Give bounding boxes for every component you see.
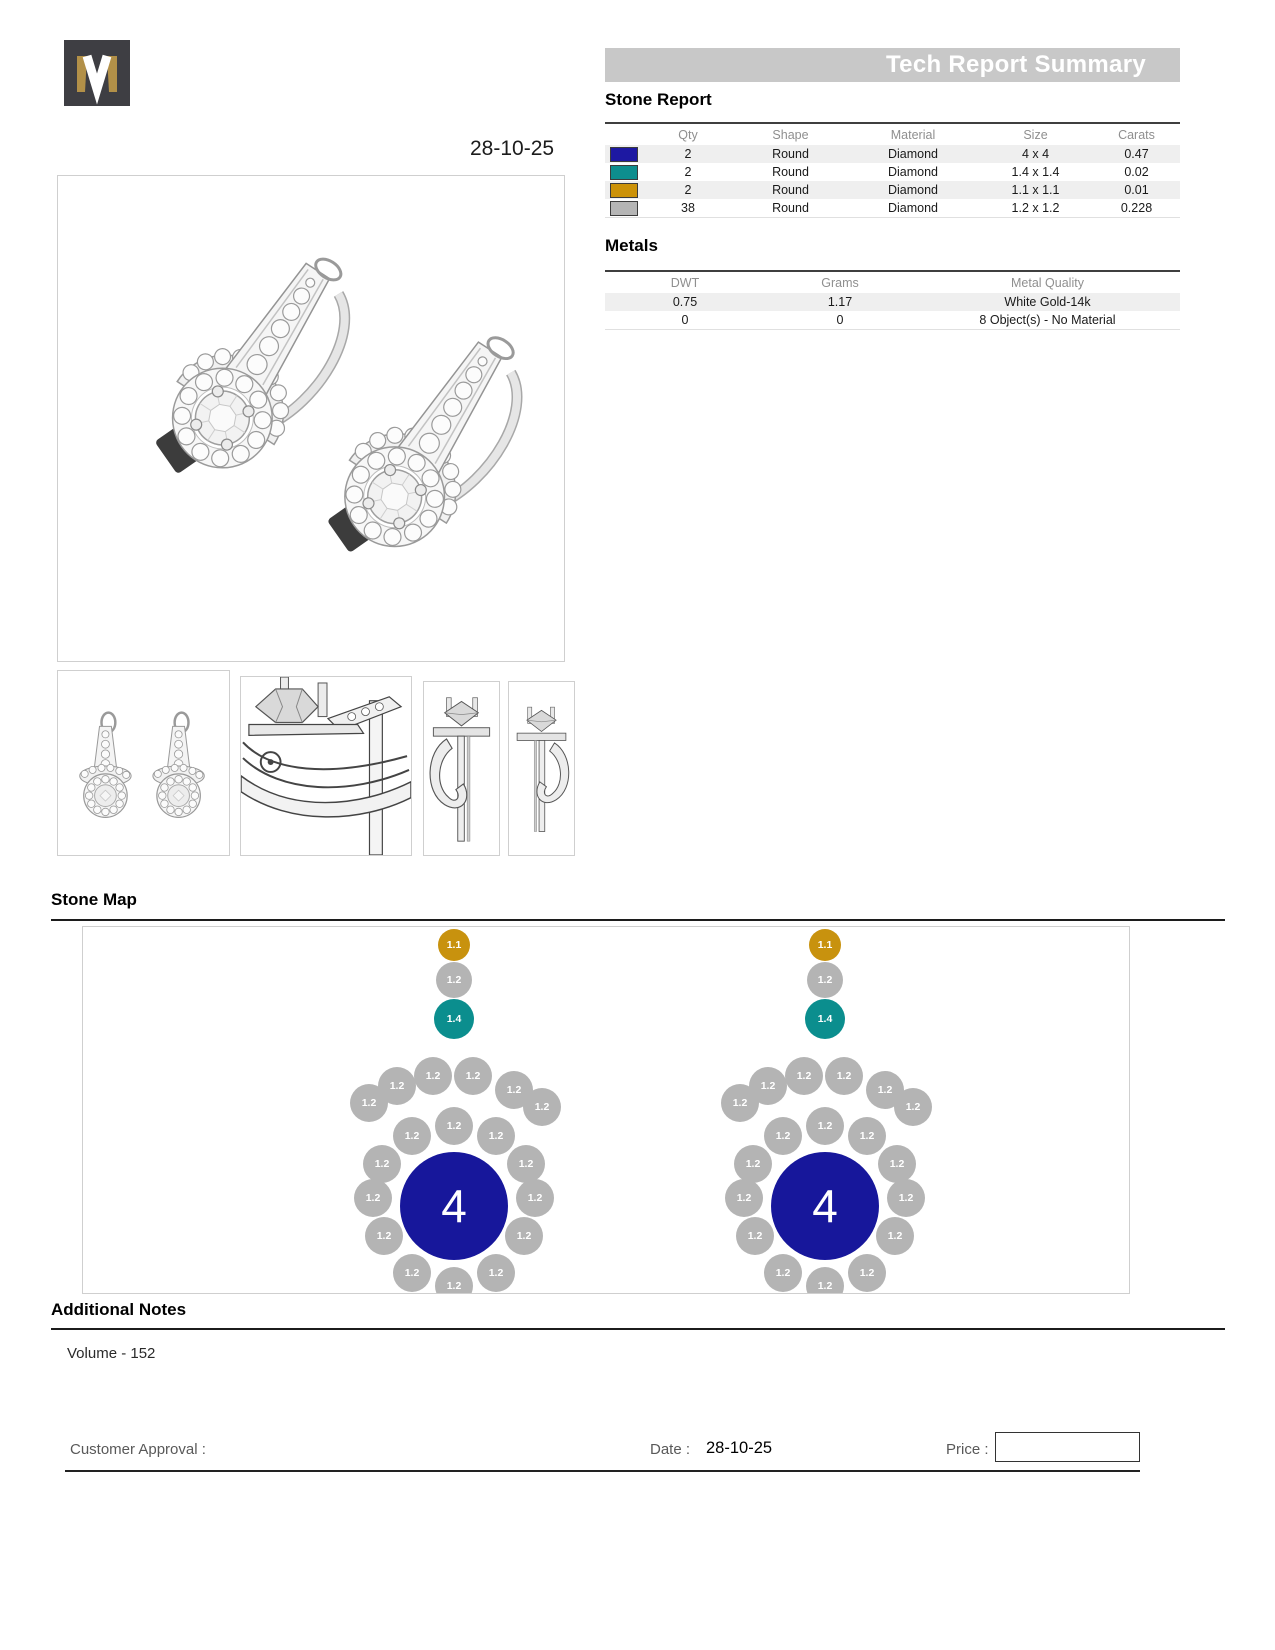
stone-map-stone: 1.2 (378, 1067, 416, 1105)
stone-map-stone: 1.2 (806, 1107, 844, 1145)
earrings-render (58, 176, 564, 661)
stone-map-stone: 1.2 (477, 1117, 515, 1155)
stone-report-heading: Stone Report (605, 90, 712, 109)
stone-map-stone: 1.2 (363, 1145, 401, 1183)
metal-grams: 1.17 (827, 295, 853, 309)
logo-m-icon (64, 40, 130, 106)
stone-map-stone: 1.2 (507, 1145, 545, 1183)
volume-note: Volume - 152 (67, 1345, 156, 1362)
stone-shape: Round (772, 165, 809, 179)
stone-size: 4 x 4 (1021, 147, 1050, 161)
stone-shape: Round (772, 183, 809, 197)
stone-material: Diamond (887, 201, 939, 215)
metals-heading: Metals (605, 236, 658, 255)
stone-report-row (605, 145, 1180, 163)
stone-map-stone: 1.2 (365, 1217, 403, 1255)
metals-head (605, 272, 1180, 293)
stone-map-stone: 1.2 (725, 1179, 763, 1217)
stone-map-stone: 1.2 (876, 1217, 914, 1255)
column-header: DWT (670, 275, 700, 290)
stone-map-stone: 1.2 (887, 1179, 925, 1217)
stone-map-stone: 1.2 (736, 1217, 774, 1255)
stone-map-stone: 1.1 (809, 929, 841, 961)
column-header: Qty (678, 127, 698, 142)
thumbnail-clasp-closeup (240, 676, 412, 856)
metal-grams: 0 (836, 313, 844, 327)
stone-map-stone: 1.2 (806, 1267, 844, 1294)
stone-map-stone: 1.2 (785, 1057, 823, 1095)
stone-map-stone: 1.2 (894, 1088, 932, 1126)
column-header: Material (890, 127, 936, 142)
stone-map-stone: 1.2 (436, 962, 472, 998)
stone-map-stone: 1.4 (434, 999, 474, 1039)
stone-size: 1.1 x 1.1 (1011, 183, 1060, 197)
stone-map-heading: Stone Map (51, 890, 137, 909)
thumbnail-front-view (57, 670, 230, 856)
stone-carats: 0.02 (1124, 165, 1149, 179)
stone-map-stone: 1.2 (505, 1217, 543, 1255)
stone-map-stone: 1.2 (354, 1179, 392, 1217)
stone-map-stone: 1.2 (749, 1067, 787, 1105)
column-header: Grams (821, 275, 859, 290)
footer-date-value: 28-10-25 (706, 1439, 773, 1457)
stone-map-stone: 1.2 (477, 1254, 515, 1292)
column-header: Shape (772, 127, 809, 142)
metals-table (605, 270, 1180, 330)
stone-map-stone: 1.2 (454, 1057, 492, 1095)
stone-report-table (605, 122, 1180, 218)
footer-rule (65, 1470, 1140, 1472)
metals-row (605, 293, 1180, 311)
footer-date-label: Date : (650, 1441, 691, 1458)
metal-dwt: 0 (681, 313, 689, 327)
stone-report-head (605, 124, 1180, 145)
stone-map-stone: 1.2 (414, 1057, 452, 1095)
column-header: Size (1023, 127, 1048, 142)
stone-size: 1.2 x 1.2 (1011, 201, 1060, 215)
stone-color-swatch (610, 201, 638, 216)
thumbnail-front-view-render (58, 671, 229, 855)
thumbnail-side-view-1 (423, 681, 500, 856)
metal-dwt: 0.75 (672, 295, 698, 309)
stone-map-center-stone: 4 (400, 1152, 508, 1260)
stone-map-stone: 1.2 (848, 1254, 886, 1292)
customer-approval-label: Customer Approval : (70, 1441, 206, 1458)
stone-shape: Round (772, 147, 809, 161)
stone-map-stone: 1.2 (807, 962, 843, 998)
metal-quality: 8 Object(s) - No Material (979, 313, 1116, 327)
stone-map-stone: 1.2 (734, 1145, 772, 1183)
stone-size: 1.4 x 1.4 (1011, 165, 1060, 179)
thumbnail-side-render-1 (424, 682, 499, 855)
stone-qty: 2 (684, 147, 692, 161)
stone-map-stone: 1.2 (495, 1071, 533, 1109)
stone-carats: 0.47 (1124, 147, 1149, 161)
stone-map-stone: 1.2 (764, 1117, 802, 1155)
stone-qty: 2 (684, 165, 692, 179)
stone-map-stone: 1.2 (721, 1084, 759, 1122)
thumbnail-side-view-2 (508, 681, 575, 856)
stone-color-swatch (610, 183, 638, 198)
stone-map-stone: 1.2 (350, 1084, 388, 1122)
stone-material: Diamond (887, 147, 939, 161)
column-header: Carats (1118, 127, 1155, 142)
metal-quality: White Gold-14k (1004, 295, 1091, 309)
stone-qty: 2 (684, 183, 692, 197)
model-date: 28-10-25 (470, 137, 555, 160)
stone-map-stone: 1.2 (523, 1088, 561, 1126)
stone-map-rule (51, 919, 1225, 921)
stone-qty: 38 (681, 201, 695, 215)
price-box (995, 1432, 1140, 1462)
page-title: Tech Report Summary (886, 51, 1146, 78)
stone-map-stone: 1.2 (435, 1267, 473, 1294)
stone-color-swatch (610, 147, 638, 162)
stone-map-stone: 1.1 (438, 929, 470, 961)
company-logo (64, 40, 130, 106)
stone-map-stone: 1.2 (393, 1117, 431, 1155)
stone-map-stone: 1.2 (878, 1145, 916, 1183)
stone-map-stone: 1.2 (393, 1254, 431, 1292)
stone-shape: Round (772, 201, 809, 215)
price-label: Price : (946, 1441, 989, 1458)
stone-map-stone: 1.2 (848, 1117, 886, 1155)
stone-report-rows (605, 145, 1180, 217)
report-title-bar (605, 48, 1180, 82)
stone-map-stone: 1.2 (825, 1057, 863, 1095)
metals-rows (605, 293, 1180, 329)
stone-map-stone: 1.4 (805, 999, 845, 1039)
stone-report-row (605, 163, 1180, 181)
stone-map-stone: 1.2 (764, 1254, 802, 1292)
stone-report-row (605, 181, 1180, 199)
stone-carats: 0.228 (1120, 201, 1153, 215)
thumbnail-clasp-render (241, 677, 411, 855)
stone-map-stone: 1.2 (435, 1107, 473, 1145)
stone-map-center-stone: 4 (771, 1152, 879, 1260)
stone-report-row (605, 199, 1180, 217)
stone-material: Diamond (887, 183, 939, 197)
metals-row (605, 311, 1180, 329)
main-render-box (57, 175, 565, 662)
stone-map-box (82, 926, 1130, 1294)
stone-material: Diamond (887, 165, 939, 179)
column-header: Metal Quality (1011, 275, 1084, 290)
stone-color-swatch (610, 165, 638, 180)
stone-map-stone: 1.2 (516, 1179, 554, 1217)
additional-notes-rule (51, 1328, 1225, 1330)
stone-carats: 0.01 (1124, 183, 1149, 197)
additional-notes-heading: Additional Notes (51, 1300, 187, 1319)
thumbnail-side-render-2 (509, 682, 574, 855)
stone-map-stone: 1.2 (866, 1071, 904, 1109)
